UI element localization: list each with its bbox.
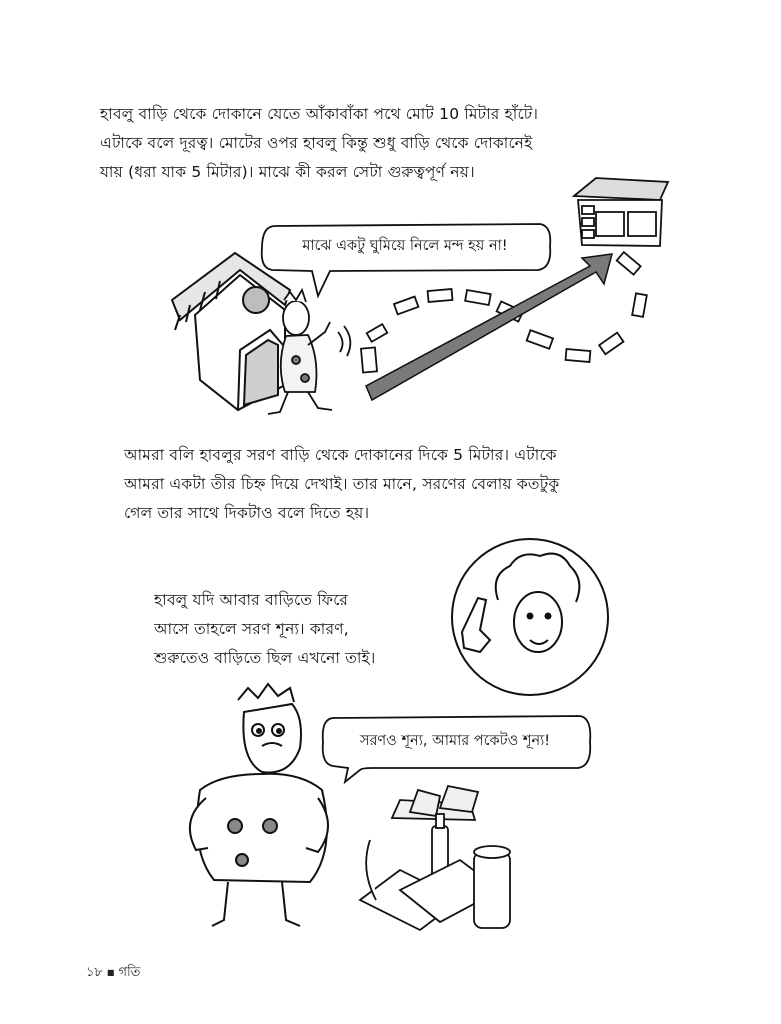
page-number: ১৮	[86, 965, 103, 980]
paragraph-displacement: আমরা বলি হাবলুর সরণ বাড়ি থেকে দোকানের দিকে 5 মিটার। এটাকে আমরা একটা তীর চিহ্ন দিয়ে দেখাই। তার মানে, সরণের বেলায় কতটুকু গেল তার সাথে দিকটাও বলে দিতে হয়।	[124, 446, 560, 522]
separator-dot-icon: ■	[106, 968, 115, 977]
bubble-sleep-text: মাঝে একটু ঘুমিয়ে নিলে মন্দ হয় না!	[302, 238, 508, 254]
teacher-face-icon	[452, 539, 608, 695]
paragraph-distance: হাবলু বাড়ি থেকে দোকানে যেতে আঁকাবাঁকা পথে মোট 10 মিটার হাঁটে। এটাকে বলে দূরত্ব। মোটের ওপর হাবলু কিন্তু শুধু বাড়ি থেকে দোকানেই যায় (ধরা যাক 5 মিটার)। মাঝে কী করল সেটা গুরুত্বপূর্ণ নয়।	[100, 105, 539, 181]
bubble-pocket-text: সরণও শূন্য, আমার পকেটও শূন্য!	[359, 733, 551, 749]
snack-pile-icon	[360, 786, 510, 930]
caveman-standing-icon	[190, 684, 328, 926]
paragraph-zero-displacement: হাবলু যদি আবার বাড়িতে ফিরে আসে তাহলে সরণ শূন্য। কারণ, শুরুতেও বাড়িতে ছিল এখনো তাই।	[154, 591, 376, 667]
house-icon	[172, 253, 290, 410]
book-title: গতি	[118, 965, 141, 980]
shop-icon	[574, 178, 668, 246]
displacement-arrow-icon	[366, 254, 612, 400]
page-footer	[86, 963, 140, 984]
